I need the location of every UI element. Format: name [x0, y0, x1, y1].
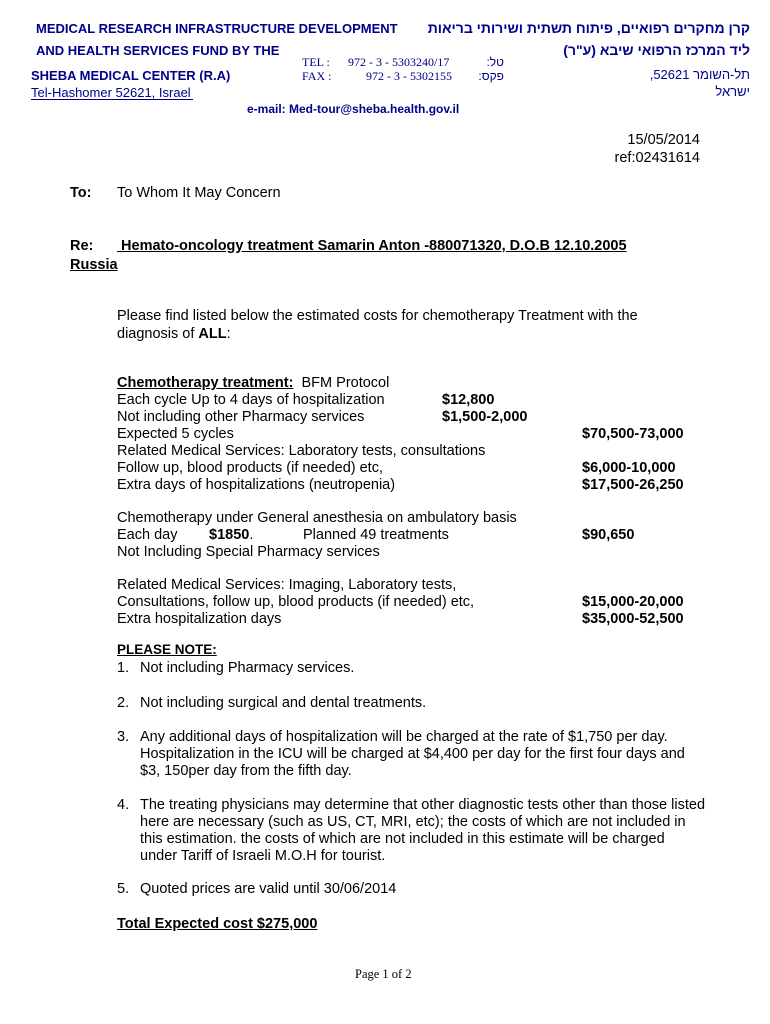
anesthesia-each-day: Each day: [117, 527, 178, 543]
note-1-number: 1.: [117, 660, 130, 676]
related-line3: Extra hospitalization days: [117, 611, 282, 627]
chemo-pharmacy-text: Not including other Pharmacy services: [117, 409, 365, 425]
re-subject-text: Hemato-oncology treatment Samarin Anton -880071320, D.O.B 12.10.2005: [121, 238, 627, 254]
notes-heading: PLEASE NOTE:: [117, 642, 217, 657]
header-divider: [31, 99, 193, 100]
org-address-he-line1: תל-השומר 52621,: [649, 67, 750, 82]
anesthesia-total: $90,650: [582, 527, 635, 543]
related-line3-total: $35,000-52,500: [582, 611, 684, 627]
org-name-he-line2: ליד המרכז הרפואי שיבא (ע"ר): [563, 42, 750, 58]
chemo-protocol: BFM Protocol: [301, 375, 390, 391]
fax-number: 972 - 3 - 5302155: [366, 69, 452, 83]
related-line2-total: $15,000-20,000: [582, 594, 684, 610]
org-name-en-line2: AND HEALTH SERVICES FUND BY THE: [36, 43, 280, 58]
letter-date: 15/05/2014: [627, 132, 700, 148]
intro-line1: Please find listed below the estimated costs for chemotherapy Treatment with the: [117, 308, 638, 324]
chemo-followup-total: $6,000-10,000: [582, 460, 676, 476]
to-recipient: To Whom It May Concern: [117, 185, 281, 201]
anesthesia-day-rate: [209, 527, 253, 543]
letter-ref: ref:02431614: [614, 150, 700, 166]
note-4-line3: this estimation. the costs of which are not included in this estimate will be charged: [140, 831, 665, 847]
chemo-cycles-text: Expected 5 cycles: [117, 426, 234, 442]
tel-label-he: טל:: [486, 55, 504, 69]
org-name-en-line3: SHEBA MEDICAL CENTER (R.A): [31, 68, 231, 83]
re-subject: [117, 238, 627, 254]
chemo-extra-text: Extra days of hospitalizations (neutropenia): [117, 477, 396, 493]
note-4-line2: here are necessary (such as US, CT, MRI, etc); the costs of which are not included in: [140, 814, 686, 830]
note-2: Not including surgical and dental treatments.: [140, 695, 427, 711]
chemo-pharmacy-amount: $1,500-2,000: [442, 409, 528, 425]
related-line2: Consultations, follow up, blood products (if needed) etc,: [117, 594, 475, 610]
note-5-number: 5.: [117, 881, 130, 897]
chemo-extra-total: $17,500-26,250: [582, 477, 684, 493]
chemo-cycle-amount: $12,800: [442, 392, 495, 408]
note-3-number: 3.: [117, 729, 130, 745]
note-3-line3: $3, 150per day from the fifth day.: [140, 763, 352, 779]
anesthesia-day-dot: .: [249, 527, 254, 543]
total-expected-cost: Total Expected cost $275,000: [117, 916, 318, 932]
org-address-he-line2: ישראל: [715, 84, 750, 99]
note-4-line4: under Tariff of Israeli M.O.H for tourist.: [140, 848, 386, 864]
chemo-followup-text: Follow up, blood products (if needed) etc,: [117, 460, 383, 476]
anesthesia-day-amount: $1850: [209, 527, 250, 543]
chemo-cycle-text: Each cycle Up to 4 days of hospitalization: [117, 392, 385, 408]
intro-suffix: :: [226, 326, 231, 342]
page-number: Page 1 of 2: [355, 967, 412, 981]
re-label: Re:: [70, 238, 94, 254]
note-5: Quoted prices are valid until 30/06/2014: [140, 881, 397, 897]
to-label: To:: [70, 185, 92, 201]
chemo-cycles-total: $70,500-73,000: [582, 426, 684, 442]
fax-label-he: פקס:: [478, 69, 504, 83]
org-address-en: Tel-Hashomer 52621, Israel: [31, 85, 191, 100]
note-3-line2: Hospitalization in the ICU will be charged at $4,400 per day for the first four days and: [140, 746, 685, 762]
related-line1: Related Medical Services: Imaging, Laboratory tests,: [117, 577, 457, 593]
note-4-number: 4.: [117, 797, 130, 813]
anesthesia-line3: Not Including Special Pharmacy services: [117, 544, 380, 560]
note-3-line1: Any additional days of hospitalization will be charged at the rate of $1,750 per day.: [140, 729, 668, 745]
chemo-heading-line: [117, 375, 389, 391]
intro-prefix: diagnosis of: [117, 326, 199, 342]
note-2-number: 2.: [117, 695, 130, 711]
anesthesia-line1: Chemotherapy under General anesthesia on ambulatory basis: [117, 510, 517, 526]
note-1: Not including Pharmacy services.: [140, 660, 355, 676]
email-address: e-mail: Med-tour@sheba.health.gov.il: [247, 102, 460, 116]
chemo-heading: Chemotherapy treatment:: [117, 375, 294, 391]
anesthesia-planned: Planned 49 treatments: [303, 527, 449, 543]
fax-label: FAX :: [302, 69, 332, 83]
tel-number: 972 - 3 - 5303240/17: [348, 55, 450, 69]
diagnosis: ALL: [198, 326, 227, 342]
note-4-line1: The treating physicians may determine that other diagnostic tests other than those listed: [140, 797, 706, 813]
chemo-related-text: Related Medical Services: Laboratory tests, consultations: [117, 443, 486, 459]
org-name-he-line1: קרן מחקרים רפואיים, פיתוח תשתית ושירותי בריאות: [427, 20, 750, 36]
tel-label: TEL :: [302, 55, 330, 69]
intro-line2: [117, 326, 231, 342]
re-country: Russia: [70, 257, 118, 273]
org-name-en-line1: MEDICAL RESEARCH INFRASTRUCTURE DEVELOPMENT: [36, 21, 398, 36]
